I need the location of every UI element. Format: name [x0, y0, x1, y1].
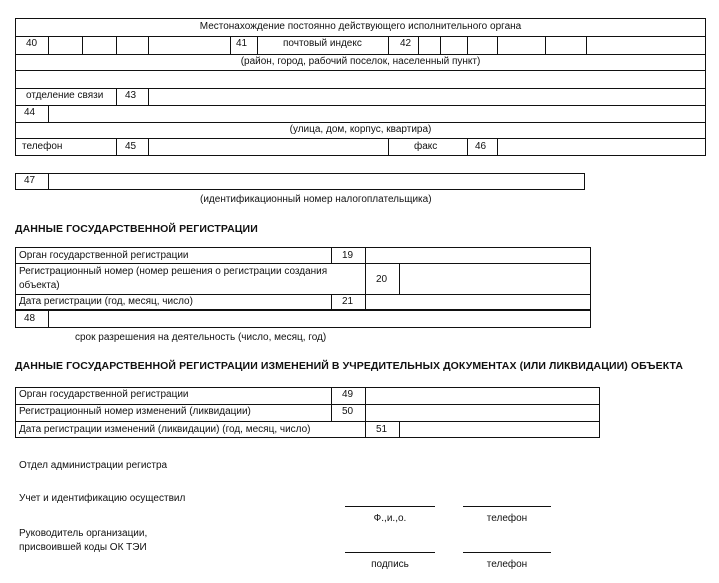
phone-signature-line-1[interactable] [463, 506, 551, 507]
postal-index-cell-5[interactable] [545, 36, 586, 54]
taxpayer-id-caption: (идентификационный номер налогоплательщика) [200, 194, 432, 205]
field-number-21: 21 [342, 296, 354, 307]
phone-caption-2: телефон [486, 559, 528, 570]
phone-caption-1: телефон [486, 513, 528, 524]
accounting-label: Учет и идентификацию осуществил [19, 493, 186, 504]
field-number-48: 48 [24, 313, 36, 324]
registration-date-input[interactable] [366, 295, 590, 309]
taxpayer-id-input[interactable] [49, 174, 584, 189]
permit-term-input[interactable] [49, 311, 590, 327]
registration-number-input[interactable] [400, 264, 590, 293]
divider [15, 122, 706, 123]
postal-index-cell-2[interactable] [440, 36, 467, 54]
field-40-cell-4[interactable] [148, 36, 230, 54]
changes-number-input[interactable] [366, 405, 599, 420]
field-number-43: 43 [125, 90, 137, 101]
divider [331, 247, 332, 263]
field-number-45: 45 [125, 141, 137, 152]
fax-label: факс [414, 141, 438, 152]
signature-line[interactable] [345, 552, 435, 553]
divider [230, 36, 231, 54]
divider [116, 138, 117, 156]
field-40-cell-2[interactable] [82, 36, 116, 54]
changes-authority-label: Орган государственной регистрации [19, 389, 189, 400]
fax-input[interactable] [498, 139, 705, 155]
registration-authority-input[interactable] [366, 248, 590, 262]
divider [257, 36, 258, 54]
district-caption: (район, город, рабочий поселок, населенный пункт) [240, 56, 481, 67]
post-office-label: отделение связи [26, 90, 104, 101]
registry-department-label: Отдел администрации регистра [19, 460, 168, 471]
address-header: Местонахождение постоянно действующего исполнительного органа [199, 21, 522, 32]
head-of-organization-label: Руководитель организации, [19, 528, 148, 539]
registration-number-label: Регистрационный номер (номер решения о регистрации создания [19, 266, 328, 277]
field-number-40: 40 [26, 38, 38, 49]
changes-registration-title: ДАННЫЕ ГОСУДАРСТВЕННОЙ РЕГИСТРАЦИИ ИЗМЕНЕНИЙ В УЧРЕДИТЕЛЬНЫХ ДОКУМЕНТАХ (ИЛИ ЛИКВИДАЦИИ) ОБЪЕКТА [15, 360, 684, 372]
head-of-organization-label-cont: присвоившей коды ОК ТЭИ [19, 542, 147, 553]
postal-index-cell-1[interactable] [418, 36, 440, 54]
postal-index-cell-4[interactable] [497, 36, 545, 54]
field-number-50: 50 [342, 406, 354, 417]
postal-index-cell-3[interactable] [467, 36, 497, 54]
phone-input[interactable] [149, 139, 387, 155]
field-number-47: 47 [24, 175, 36, 186]
divider [331, 294, 332, 310]
phone-label: телефон [22, 141, 63, 152]
field-number-51: 51 [376, 424, 388, 435]
field-number-41: 41 [236, 38, 248, 49]
field-number-19: 19 [342, 250, 354, 261]
changes-authority-input[interactable] [366, 388, 599, 403]
signature-caption: подпись [371, 559, 409, 570]
divider [116, 88, 117, 105]
divider [467, 138, 468, 156]
field-number-20: 20 [376, 274, 388, 285]
registration-number-label-cont: объекта) [19, 280, 60, 291]
district-input-line-2[interactable] [15, 71, 706, 87]
divider [388, 138, 389, 156]
street-input[interactable] [49, 106, 705, 121]
field-number-44: 44 [24, 107, 36, 118]
divider [388, 36, 389, 54]
post-office-input[interactable] [149, 89, 705, 104]
field-40-cell-1[interactable] [48, 36, 82, 54]
field-number-42: 42 [400, 38, 412, 49]
registration-authority-label: Орган государственной регистрации [19, 250, 189, 261]
changes-date-label: Дата регистрации изменений (ликвидации) (год, месяц, число) [19, 424, 311, 435]
phone-signature-line-2[interactable] [463, 552, 551, 553]
changes-number-label: Регистрационный номер изменений (ликвидации) [19, 406, 251, 417]
field-40-cell-3[interactable] [116, 36, 148, 54]
postal-index-label: почтовый индекс [283, 38, 362, 49]
field-number-46: 46 [475, 141, 487, 152]
changes-date-input[interactable] [400, 422, 599, 437]
divider [365, 421, 366, 438]
state-registration-title: ДАННЫЕ ГОСУДАРСТВЕННОЙ РЕГИСТРАЦИИ [15, 223, 258, 235]
postal-index-cell-6[interactable] [586, 36, 706, 54]
fio-caption: Ф.,и.,о. [373, 513, 407, 524]
street-caption: (улица, дом, корпус, квартира) [289, 124, 432, 135]
permit-term-caption: срок разрешения на деятельность (число, месяц, год) [75, 332, 327, 343]
fio-signature-line[interactable] [345, 506, 435, 507]
field-number-49: 49 [342, 389, 354, 400]
registration-date-label: Дата регистрации (год, месяц, число) [19, 296, 193, 307]
